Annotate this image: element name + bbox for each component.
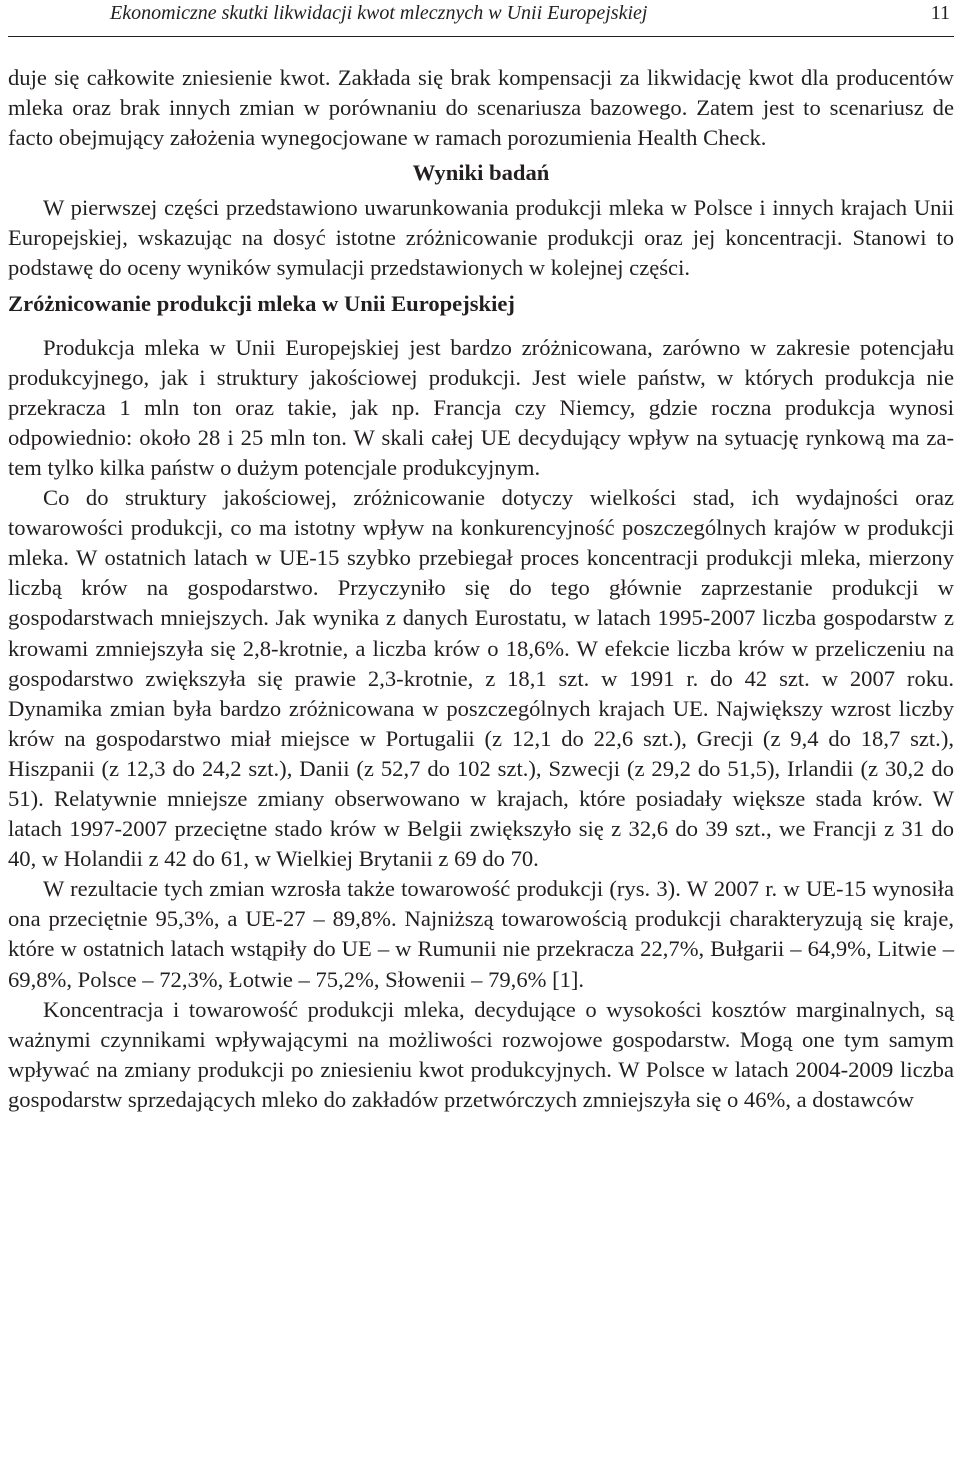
document-page — [8, 0, 954, 1115]
paragraph: W pierwszej części przedstawiono uwarunkowania produkcji mleka w Polsce i innych krajach Unii Europejskiej, wskazując na dosyć istotne zróżnicowanie produkcji oraz jej koncentracji. Stanowi to podstawę do oceny wyników symulacji przedstawionych w kolejnej części. — [8, 195, 954, 281]
paragraph: Koncentracja i towarowość produkcji mleka, decydujące o wysokości kosztów marginalnych, są ważnymi czynnikami wpływającymi na możliwości rozwojowe gospodarstw. Mogą one tym samym wpływać na zmiany produkcji po zniesieniu kwot produkcyjnych. W Polsce w latach 2004-2009 liczba gospodarstw sprzedających mleko do zakładów przetwórczych zmniejszyła się o 46%, a dostawców — [8, 996, 954, 1112]
running-title: Ekonomiczne skutki likwidacji kwot mlecznych w Unii Europejskiej — [110, 2, 648, 24]
page-number: 11 — [930, 2, 950, 24]
section-title: Wyniki badań — [412, 160, 550, 186]
body-text — [8, 63, 954, 1115]
paragraph-continued: duje się całkowite zniesienie kwot. Zakłada się brak kompensacji za likwidację kwot dla producentów mleka oraz brak innych zmian w porównaniu do scenariusza bazowego. Zatem jest to scenariusz de facto obejmujący założenia wynegocjowane w ramach porozumienia Health Check. — [8, 65, 954, 151]
paragraph: W rezultacie tych zmian wzrosła także towarowość produkcji (rys. 3). W 2007 r. w UE-15 wynosiła ona przeciętnie 95,3%, a UE-27 – 89,8%. Najniższą towarowością produkcji charakteryzują się kraje, które w ostatnich latach wstąpiły do UE – w Rumunii nie przekracza 22,7%, Bułgarii – 64,9%, Litwie – 69,8%, Polsce – 72,3%, Łotwie – 75,2%, Słowenii – 79,6% [1]. — [8, 876, 954, 992]
paragraph: Co do struktury jakościowej, zróżnicowanie dotyczy wielkości stad, ich wydajności oraz towarowości produkcji, co ma istotny wpływ na konkurencyjność poszczególnych krajów w produkcji mleka. W ostatnich latach w UE-15 szybko przebiegał proces koncentracji produkcji mleka, mierzony liczbą krów na gospodarstwo. Przyczyniło się do tego głównie zaprzestanie produkcji w gospodarstwach mniejszych. Jak wynika z danych Eurostatu, w latach 1995-2007 liczba gospodarstw z krowami zmniejszyła się 2,8-krotnie, a liczba krów o 18,6%. W efekcie liczba krów w przeliczeniu na gospodarstwo zwiększyła się prawie 2,3-krotnie, z 18,1 szt. w 1991 r. do 42 szt. w 2007 roku. Dynamika zmian była bardzo zróżnicowana w poszczególnych krajach UE. Największy wzrost liczby krów na gospodarstwo miał miejsce w Portugalii (z 12,1 do 22,6 szt.), Grecji (z 9,4 do 18,7 szt.), Hiszpanii (z 12,3 do 24,2 szt.), Danii (z 52,7 do 102 szt.), Szwecji (z 29,2 do 51,5), Irlandii (z 30,2 do 51). Relatywnie mniejsze zmiany obserwowano w krajach, które posiadały większe stada krów. W latach 1997-2007 przeciętne stado krów w Belgii zwiększyło się z 32,6 do 39 szt., we Francji z 31 do 40, w Holandii z 42 do 61, w Wielkiej Brytanii z 69 do 70. — [8, 485, 954, 872]
running-header — [8, 0, 954, 37]
paragraph: Produkcja mleka w Unii Europejskiej jest bardzo zróżnicowana, zarówno w zakresie potencjału produkcyjnego, jak i struktury jakościowej produkcji. Jest wiele państw, w których produkcja nie przekracza 1 mln ton oraz takie, jak np. Francja czy Niemcy, gdzie roczna produkcja wynosi odpowiednio: około 28 i 25 mln ton. W skali całej UE decydujący wpływ na sytuację rynkową ma zatem tylko kilka państw o dużym potencjale produkcyjnym. — [8, 334, 954, 480]
subsection-title: Zróżnicowanie produkcji mleka w Unii Europejskiej — [8, 290, 515, 316]
